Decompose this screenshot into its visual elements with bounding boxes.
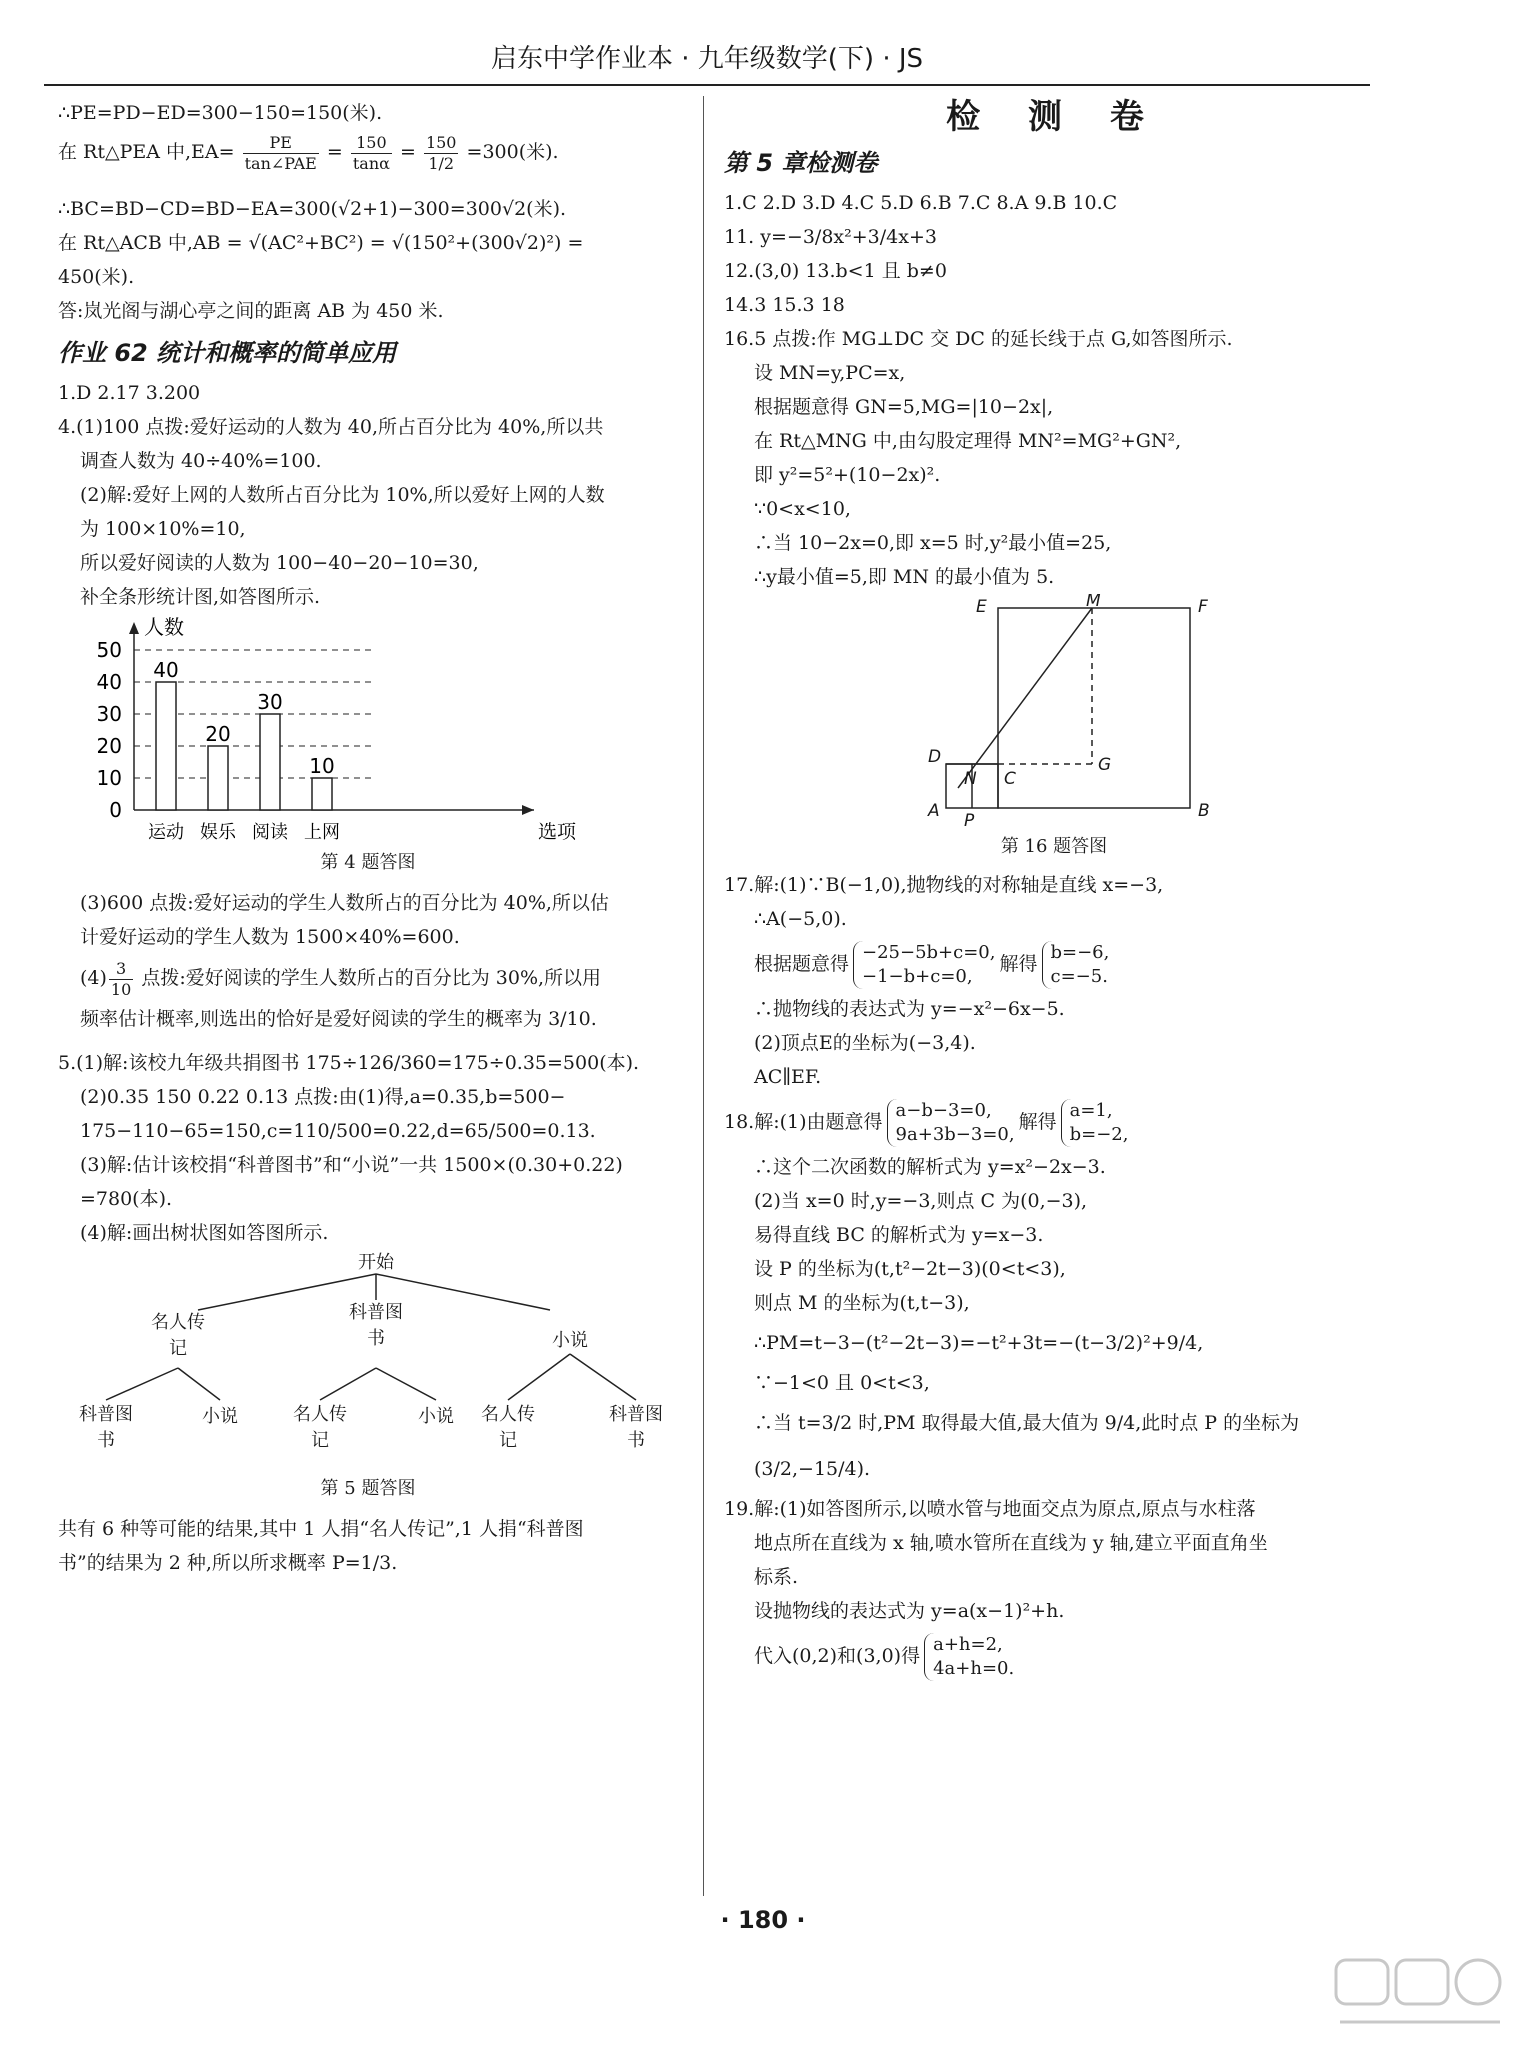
text-span: = <box>399 141 416 163</box>
bar-data-label: 10 <box>309 754 335 778</box>
bar <box>156 682 176 810</box>
text-line: 1.C 2.D 3.D 4.C 5.D 6.B 7.C 8.A 9.B 10.C <box>724 192 1118 214</box>
x-tick-label: 阅读 <box>252 822 288 843</box>
watermark-logo <box>1330 1952 1510 2032</box>
tree-leaf: 小说 <box>202 1406 238 1427</box>
tree-node: 名人传记 <box>151 1312 205 1359</box>
text-line: 在 Rt△ACB 中,AB = √(AC²+BC²) = √(150²+(300√2)²) = <box>58 232 584 254</box>
figure-caption: 第 5 题答图 <box>320 1478 416 1499</box>
text-line: ∴A(−5,0). <box>754 908 847 930</box>
text-line: 19.解:(1)如答图所示,以喷水管与地面交点为原点,原点与水柱落 <box>724 1498 1256 1520</box>
text-line: 设 MN=y,PC=x, <box>754 362 906 384</box>
page-header: 启东中学作业本 · 九年级数学(下) · JS <box>44 36 1370 86</box>
tree-root: 开始 <box>358 1252 394 1273</box>
text-span: = <box>326 141 343 163</box>
text-line: ∴y最小值=5,即 MN 的最小值为 5. <box>754 566 1055 588</box>
text-line: 标系. <box>754 1566 799 1588</box>
text-line: ∵0<x<10, <box>754 498 851 520</box>
point-label: M <box>1086 594 1101 611</box>
point-label: N <box>964 769 977 789</box>
text-span: =300(米). <box>466 141 559 163</box>
bar <box>312 778 332 810</box>
tree-leaf: 科普图书 <box>609 1404 663 1451</box>
point-label: P <box>964 811 975 830</box>
text-line: ∴PM=t−3−(t²−2t−3)=−t²+3t=−(t−3/2)²+9/4, <box>754 1332 1204 1354</box>
text-line: (3)解:估计该校捐“科普图书”和“小说”一共 1500×(0.30+0.22) <box>80 1154 623 1176</box>
tree-leaf: 科普图书 <box>79 1404 133 1451</box>
section-heading: 检 测 卷 <box>946 97 1162 137</box>
text-line: 1.D 2.17 3.200 <box>58 382 201 404</box>
bar-data-label: 40 <box>153 658 179 682</box>
point-label: C <box>1004 769 1016 789</box>
point-label: F <box>1198 597 1208 617</box>
bar <box>208 746 228 810</box>
text-line: 设抛物线的表达式为 y=a(x−1)²+h. <box>754 1600 1065 1622</box>
fraction: $\frac{3}{10}$ <box>110 958 132 999</box>
x-axis-label: 选项 <box>538 821 577 843</box>
text-line: 根据题意得 −25−5b+c=0, −1−b+c=0, 解得 b=−6, c=−5. <box>754 942 1110 987</box>
text-line: 则点 M 的坐标为(t,t−3), <box>754 1292 970 1314</box>
fraction: $\frac{PE}{\text{tan∠PAE}}$ <box>244 132 317 173</box>
bar <box>260 714 280 810</box>
text-line: (2)0.35 150 0.22 0.13 点拨:由(1)得,a=0.35,b=500− <box>80 1086 566 1108</box>
tree-leaf: 名人传记 <box>481 1404 535 1451</box>
section-title: 第 5 章检测卷 <box>724 149 878 177</box>
equation-system: b=−6, c=−5. <box>1042 941 1110 989</box>
point-label: A <box>928 801 940 821</box>
y-tick-label: 30 <box>96 702 122 726</box>
text-line: 12.(3,0) 13.b<1 且 b≠0 <box>724 260 947 282</box>
y-tick-label: 50 <box>96 638 122 662</box>
point-label: D <box>928 747 942 767</box>
page-number: · 180 · <box>720 1906 806 1934</box>
equation-system: a+h=2, 4a+h=0. <box>924 1633 1014 1681</box>
equation-system: −25−5b+c=0, −1−b+c=0, <box>853 941 995 989</box>
equation-system: a=1, b=−2, <box>1061 1099 1129 1147</box>
x-tick-label: 运动 <box>148 822 184 843</box>
text-line: 5.(1)解:该校九年级共捐图书 175÷126/360=175÷0.35=500(本). <box>58 1052 640 1074</box>
text-line: 14.3 15.3 18 <box>724 294 845 316</box>
y-tick-label: 10 <box>96 766 122 790</box>
y-tick-label: 40 <box>96 670 122 694</box>
text-line: 计爱好运动的学生人数为 1500×40%=600. <box>80 926 460 948</box>
text-line: 易得直线 BC 的解析式为 y=x−3. <box>754 1224 1044 1246</box>
tree-leaf: 名人传记 <box>293 1404 347 1451</box>
text-line: 共有 6 种等可能的结果,其中 1 人捐“名人传记”,1 人捐“科普图 <box>58 1518 584 1540</box>
x-axis-arrow <box>522 805 534 815</box>
section-title: 作业 62 统计和概率的简单应用 <box>58 339 397 367</box>
text-line: AC∥EF. <box>754 1066 822 1088</box>
point-label: B <box>1198 801 1210 821</box>
x-tick-label: 上网 <box>304 822 340 843</box>
tree-node: 科普图书 <box>349 1302 403 1349</box>
text-line: 答:岚光阁与湖心亭之间的距离 AB 为 450 米. <box>58 300 444 322</box>
text-line: 所以爱好阅读的人数为 100−40−20−10=30, <box>80 552 479 574</box>
text-line: (4) $\frac{3}{10}$ 点拨:爱好阅读的学生人数所占的百分比为 30%,所以用 <box>80 958 602 999</box>
text-line: ∴当 10−2x=0,即 x=5 时,y²最小值=25, <box>754 532 1112 554</box>
text-line: 根据题意得 GN=5,MG=|10−2x|, <box>754 396 1054 418</box>
text-line: 16.5 点拨:作 MG⊥DC 交 DC 的延长线于点 G,如答图所示. <box>724 328 1233 350</box>
text-line: 11. y=−3/8x²+3/4x+3 <box>724 226 937 248</box>
text-line: 地点所在直线为 x 轴,喷水管所在直线为 y 轴,建立平面直角坐 <box>754 1532 1268 1554</box>
point-label: G <box>1098 755 1112 775</box>
text-line: 设 P 的坐标为(t,t²−2t−3)(0<t<3), <box>754 1258 1066 1280</box>
geometry-figure-16 <box>724 594 1384 830</box>
text-line: 在 Rt△MNG 中,由勾股定理得 MN²=MG²+GN², <box>754 430 1182 452</box>
text-line: 代入(0,2)和(3,0)得 a+h=2, 4a+h=0. <box>754 1634 1015 1679</box>
tree-leaf: 小说 <box>418 1406 454 1427</box>
point-label: E <box>976 597 987 617</box>
text-line: ∴这个二次函数的解析式为 y=x²−2x−3. <box>754 1156 1106 1178</box>
text-line <box>58 130 678 174</box>
text-line: ∴PE=PD−ED=300−150=150(米). <box>58 102 383 124</box>
bar-data-label: 20 <box>205 722 231 746</box>
fraction: $\frac{150}{1/2}$ <box>425 132 457 173</box>
text-line: (2)顶点E的坐标为(−3,4). <box>754 1032 976 1054</box>
bar-data-label: 30 <box>257 690 283 714</box>
y-tick-label: 0 <box>109 798 122 822</box>
text-line: ∴当 t=3/2 时,PM 取得最大值,最大值为 9/4,此时点 P 的坐标为 <box>754 1412 1300 1434</box>
text-line: ∴BC=BD−CD=BD−EA=300(√2+1)−300=300√2(米). <box>58 198 567 220</box>
figure-caption: 第 4 题答图 <box>320 852 416 873</box>
equation-system: a−b−3=0, 9a+3b−3=0, <box>887 1099 1015 1147</box>
text-line: =780(本). <box>80 1188 173 1210</box>
text-line: 17.解:(1)∵B(−1,0),抛物线的对称轴是直线 x=−3, <box>724 874 1164 896</box>
tree-node: 小说 <box>552 1330 588 1351</box>
text-line: 18.解:(1)由题意得 a−b−3=0, 9a+3b−3=0, 解得 a=1, b=−2, <box>724 1100 1129 1145</box>
tree-diagram <box>58 1250 678 1472</box>
text-line: 调查人数为 40÷40%=100. <box>80 450 322 472</box>
figure-caption: 第 16 题答图 <box>1000 836 1108 857</box>
bar-chart <box>78 614 598 846</box>
text-line: 为 100×10%=10, <box>80 518 246 540</box>
left-column <box>58 96 678 1580</box>
text-line: ∴抛物线的表达式为 y=−x²−6x−5. <box>754 998 1065 1020</box>
text-line: 频率估计概率,则选出的恰好是爱好阅读的学生的概率为 3/10. <box>80 1008 597 1030</box>
fraction: $\frac{150}{\tan\alpha}$ <box>352 132 390 173</box>
x-tick-label: 娱乐 <box>200 822 236 843</box>
y-tick-label: 20 <box>96 734 122 758</box>
right-column <box>724 96 1384 1684</box>
text-line: (2)解:爱好上网的人数所占百分比为 10%,所以爱好上网的人数 <box>80 484 605 506</box>
text-span: 在 Rt△PEA 中,EA= <box>58 141 235 163</box>
y-axis-arrow <box>129 622 139 634</box>
text-line: 补全条形统计图,如答图所示. <box>80 586 321 608</box>
text-line: 450(米). <box>58 266 135 288</box>
text-line: 4.(1)100 点拨:爱好运动的人数为 40,所占百分比为 40%,所以共 <box>58 416 604 438</box>
text-line: 175−110−65=150,c=110/500=0.22,d=65/500=0.13. <box>80 1120 596 1142</box>
text-line: (2)当 x=0 时,y=−3,则点 C 为(0,−3), <box>754 1190 1088 1212</box>
y-axis-label: 人数 <box>144 615 184 639</box>
text-line: 书”的结果为 2 种,所以所求概率 P=1/3. <box>58 1552 398 1574</box>
text-line: 即 y²=5²+(10−2x)². <box>754 464 941 486</box>
text-line: (3)600 点拨:爱好运动的学生人数所占的百分比为 40%,所以估 <box>80 892 609 914</box>
text-line: (4)解:画出树状图如答图所示. <box>80 1222 329 1244</box>
text-line: (3/2,−15/4). <box>754 1458 871 1480</box>
column-divider <box>703 96 704 1896</box>
text-line: ∵−1<0 且 0<t<3, <box>754 1372 930 1394</box>
